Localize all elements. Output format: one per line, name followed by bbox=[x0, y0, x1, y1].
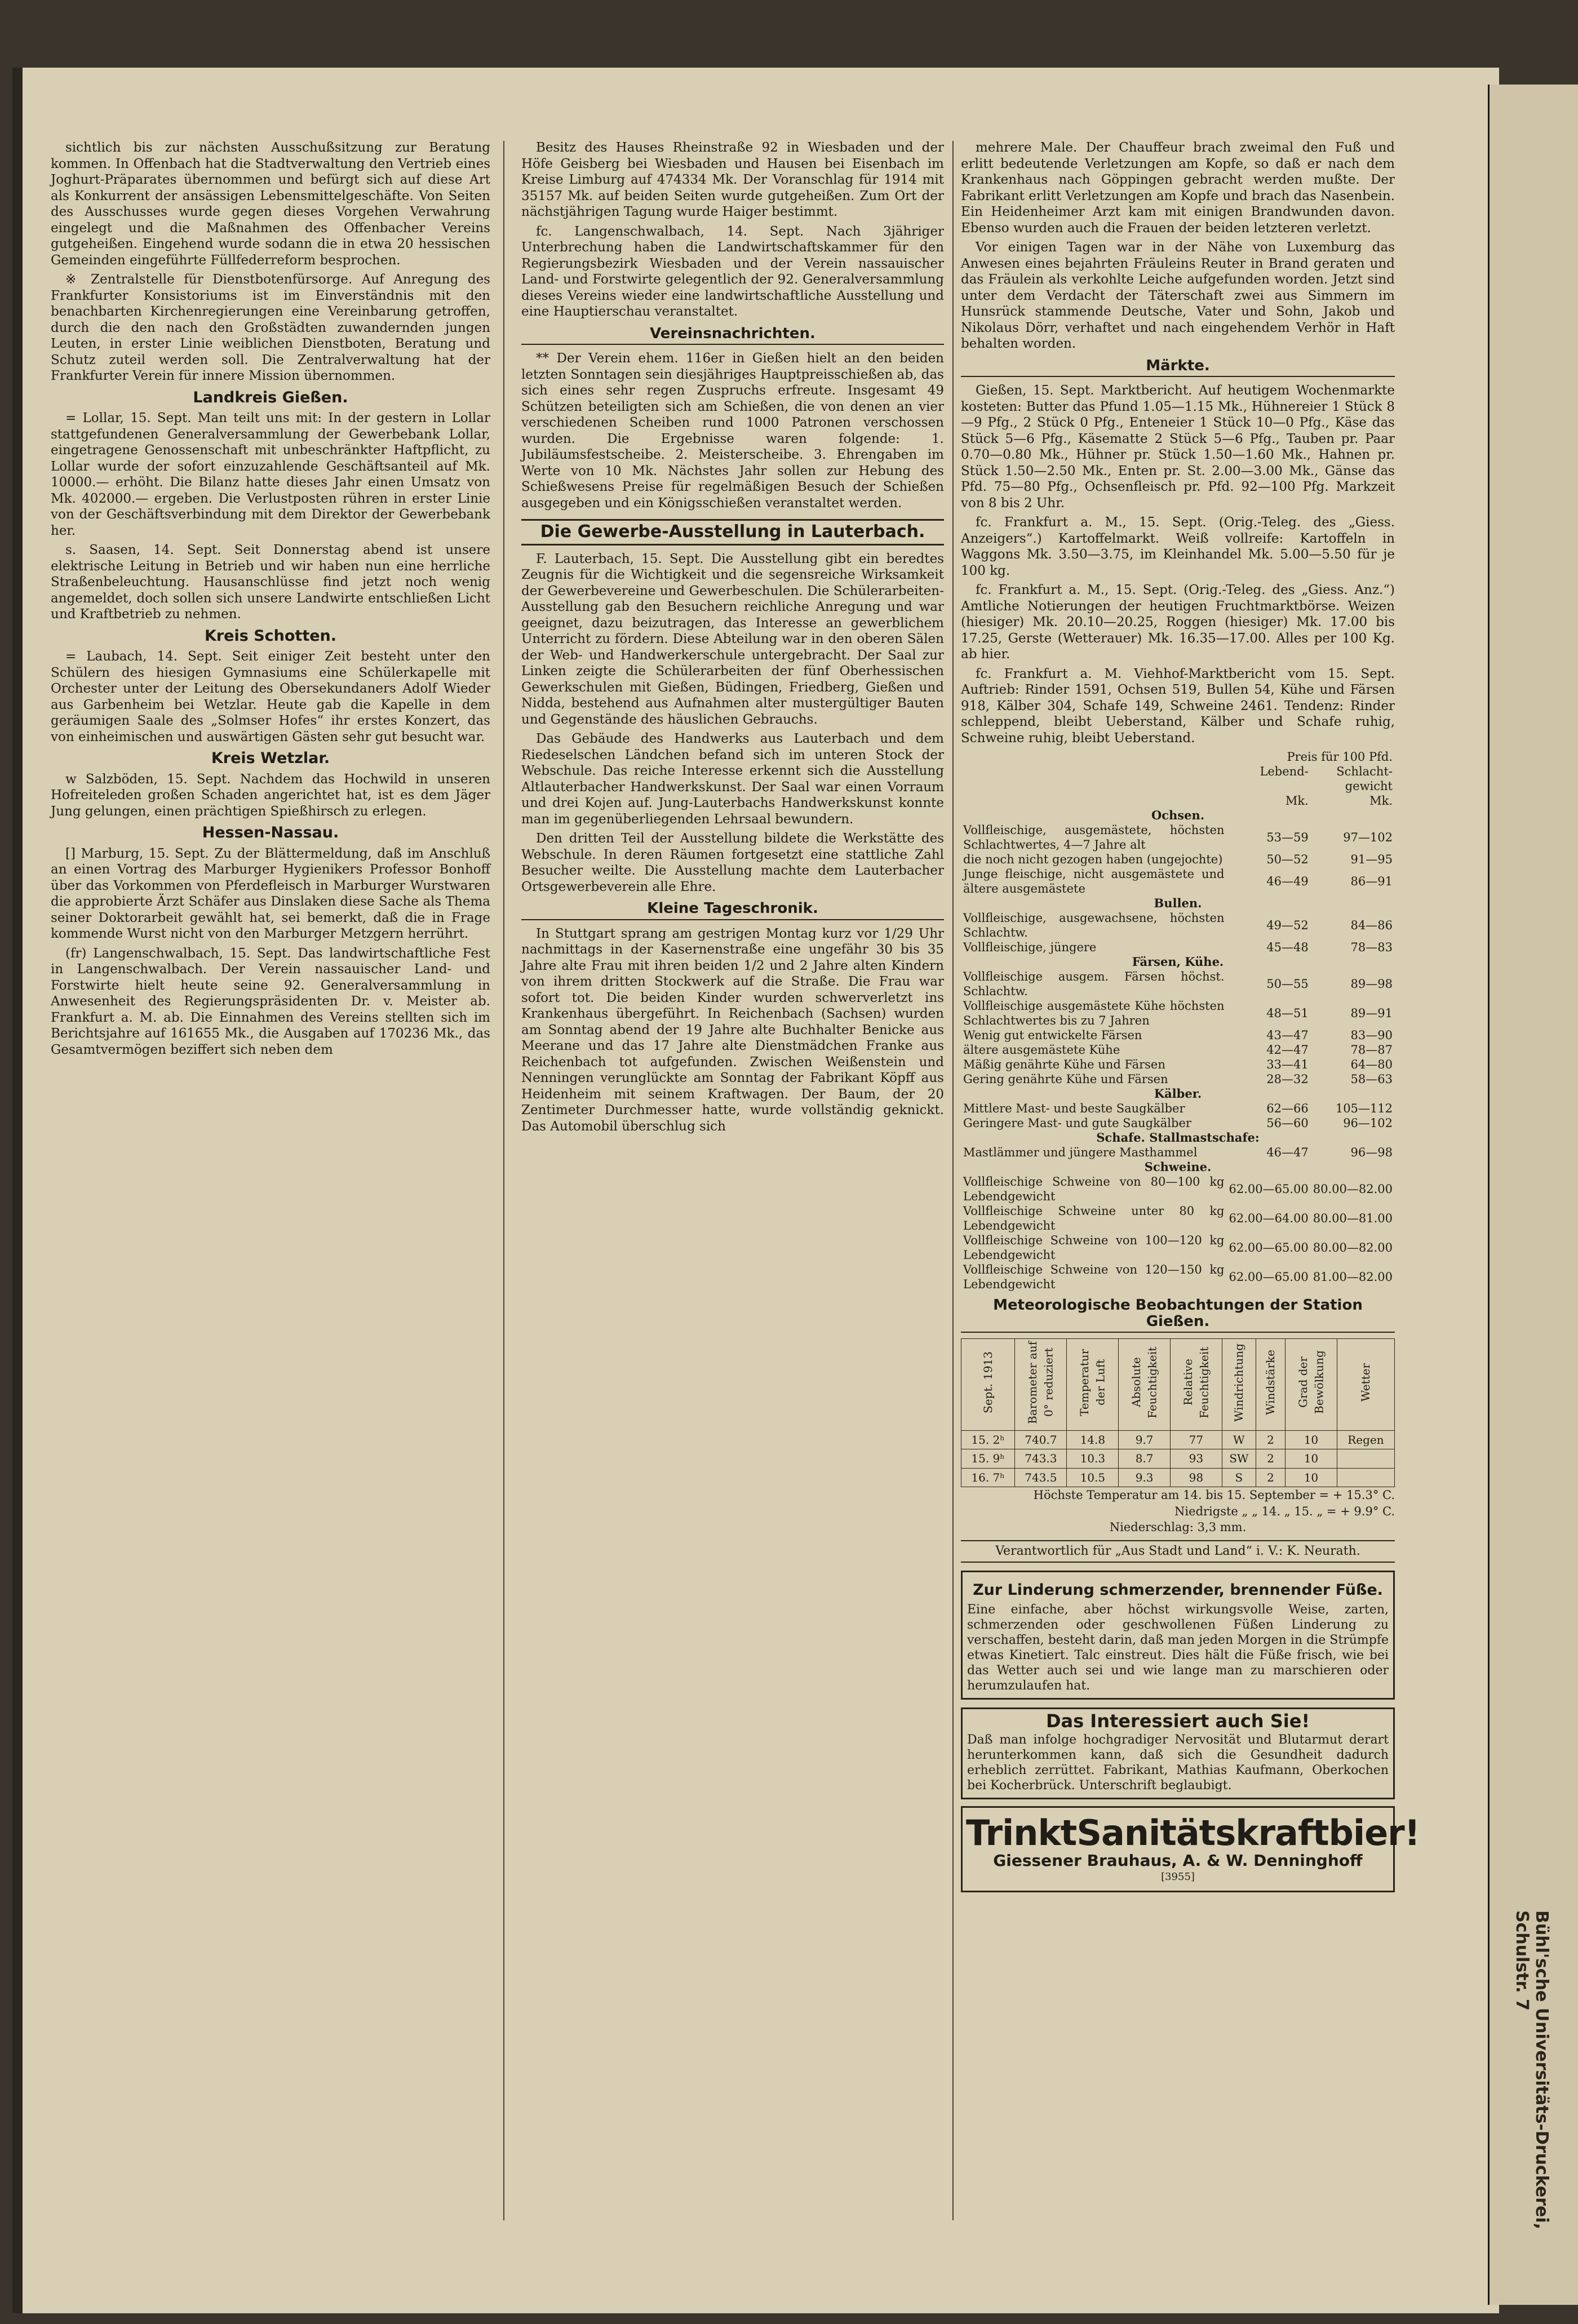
price-value: 80.00—81.00 bbox=[1313, 1212, 1393, 1225]
article-paragraph: fc. Langenschwalbach, 14. Sept. Nach 3jähriger Unterbrechung haben die Landwirtschaftskammer für den Regierungsbezirk Wiesbaden und der Verein nassauischer Land- und Forstwirte gelegentlich der 92. Generalversammlung dieses Vereins wieder eine landwirtschaftliche Ausstellung und eine Hauptierschau veranstaltet. bbox=[521, 224, 944, 319]
weather-row bbox=[961, 1430, 1395, 1449]
price-value: 56—60 bbox=[1266, 1116, 1309, 1130]
weather-column-label: Absolute Feuchtigkeit bbox=[1129, 1346, 1159, 1418]
price-section-label: Färsen, Kühe. bbox=[1132, 955, 1224, 969]
price-value: 78—87 bbox=[1350, 1043, 1393, 1057]
article-paragraph: ※ Zentralstelle für Dienstbotenfürsorge. Auf Anregung des Frankfurter Konsistoriums ist im Einverständnis mit den benachbarten Kirchenregierungen eine Vereinbarung getroffen, durch die den nach den Großstädten zuwandernden jungen Leuten, in erster Linie weiblichen Dienstboten, Beratung und Schutz zuteil werden soll. Die Zentralverwaltung hat der Frankfurter Verein für innere Mission übernommen. bbox=[51, 272, 490, 383]
price-value: 46—47 bbox=[1266, 1146, 1309, 1159]
price-value: 58—63 bbox=[1350, 1072, 1393, 1086]
weather-cell bbox=[1337, 1449, 1394, 1469]
ad-text: Daß man infolge hochgradiger Nervosität und Blutarmut derart herunterkommen kann, daß sich die Gesundheit dadurch erheblich zerrüttet. Fabrikant, Mathias Kaufmann, Oberkochen bei Kocherbrück. Unterschrift beglaubigt. bbox=[967, 1733, 1389, 1793]
column-2 bbox=[521, 140, 944, 1138]
weather-column-header bbox=[1337, 1339, 1394, 1431]
price-value: 80.00—82.00 bbox=[1313, 1241, 1393, 1254]
price-value: 49—52 bbox=[1266, 919, 1309, 932]
price-section-label: Bullen. bbox=[1154, 896, 1202, 910]
price-row bbox=[961, 1101, 1395, 1116]
weather-column-label: Wetter bbox=[1359, 1363, 1373, 1402]
price-row bbox=[961, 1233, 1395, 1262]
weather-cell: S bbox=[1222, 1468, 1256, 1487]
weather-column-header bbox=[1170, 1339, 1222, 1431]
article-headline: Die Gewerbe-Ausstellung in Lauterbach. bbox=[521, 519, 944, 545]
weather-column-label: Sept. 1913 bbox=[981, 1351, 995, 1413]
market-report: fc. Frankfurt a. M., 15. Sept. (Orig.-Teleg. des „Giess. Anzeigers“.) Kartoffelmarkt. Weiß vollreife: Kartoffeln in Waggons Mk. 3.50—3.75, im Kleinhandel Mk. 5.00—5.50 für je 100 kg. bbox=[961, 515, 1395, 578]
column-rule bbox=[503, 141, 504, 2220]
weather-note: Niedrigste „ „ 14. „ 15. „ = + 9.9° C. bbox=[1174, 1504, 1395, 1518]
price-value: 84—86 bbox=[1350, 919, 1393, 932]
weather-cell: Regen bbox=[1337, 1430, 1394, 1449]
price-value: 48—51 bbox=[1266, 1006, 1309, 1020]
section-heading: Kreis Schotten. bbox=[204, 627, 337, 645]
weather-table-header bbox=[961, 1339, 1395, 1431]
weather-cell: 9.7 bbox=[1119, 1430, 1171, 1449]
price-section-label: Kälber. bbox=[1154, 1086, 1202, 1101]
weather-cell: 743.5 bbox=[1015, 1468, 1067, 1487]
price-label: Vollfleischige, ausgewachsene, höchsten Schlachtw. bbox=[963, 911, 1225, 939]
printer-imprint: Bühl'sche Universitäts-Druckerei, Schulstr. 7 bbox=[1512, 1910, 1552, 2230]
weather-column-header bbox=[1222, 1339, 1256, 1431]
price-row bbox=[961, 911, 1395, 940]
market-report: fc. Frankfurt a. M., 15. Sept. (Orig.-Teleg. des „Giess. Anz.“) Amtliche Notierungen der heutigen Fruchtmarktbörse. Weizen (hiesiger) Mk. 20.10—20.25, Roggen (hiesiger) Mk. 17.00 bis 17.25, Gerste (Wetterauer) Mk. 16.35—17.00. Alles per 100 Kg. ab hier. bbox=[961, 583, 1395, 662]
ad-brewery-name: Giessener Brauhaus, A. & W. Denninghoff bbox=[993, 1851, 1363, 1870]
price-row bbox=[961, 1116, 1395, 1130]
article-paragraph: ** Der Verein ehem. 116er in Gießen hielt an den beiden letzten Sonntagen sein diesjähriges Hauptpreisschießen ab, das sich eines sehr regen Zuspruchs erfreute. Insgesamt 49 Schützen beteiligten sich am Schießen, die von denen an vier verschiedenen Scheiben rund 1000 Patronen verschossen wurden. Die Ergebnisse waren folgende: 1. Jubiläumsfestscheibe. 2. Meisterscheibe. 3. Ehrengaben im Werte von 10 Mk. Nächstes Jahr sollen zur Hebung des Schießwesens Preise für regelmäßigen Besuch der Schießen ausgegeben und ein Königsschießen veranstaltet werden. bbox=[521, 351, 944, 511]
price-value: 96—98 bbox=[1350, 1146, 1393, 1159]
price-section-label: Schafe. Stallmastschafe: bbox=[1096, 1130, 1260, 1145]
price-section-label: Schweine. bbox=[1144, 1160, 1212, 1174]
price-row bbox=[961, 1057, 1395, 1072]
section-heading: Vereinsnachrichten. bbox=[521, 326, 944, 345]
weather-column-label: Windstärke bbox=[1264, 1349, 1278, 1416]
price-label: Vollfleischige ausgem. Färsen höchst. Schlachtw. bbox=[963, 970, 1225, 998]
price-header: Mk. bbox=[1369, 794, 1393, 808]
weather-cell: 15. 2ʰ bbox=[961, 1430, 1015, 1449]
price-row bbox=[961, 852, 1395, 867]
weather-cell: 743.3 bbox=[1015, 1449, 1067, 1469]
price-label: Mäßig genährte Kühe und Färsen bbox=[963, 1058, 1165, 1071]
price-label: Gering genährte Kühe und Färsen bbox=[963, 1072, 1168, 1086]
weather-column-header bbox=[1256, 1339, 1285, 1431]
adjacent-page-edge bbox=[1488, 85, 1578, 2305]
price-label: Vollfleischige, ausgemästete, höchsten Schlachtwertes, 4—7 Jahre alt bbox=[963, 823, 1225, 851]
ad-title: Zur Linderung schmerzender, brennender Füße. bbox=[973, 1581, 1383, 1599]
price-value: 50—52 bbox=[1266, 853, 1309, 866]
price-value: 33—41 bbox=[1266, 1058, 1309, 1071]
price-value: 50—55 bbox=[1266, 977, 1309, 991]
weather-cell: W bbox=[1222, 1430, 1256, 1449]
weather-note: Höchste Temperatur am 14. bis 15. September = + 15.3° C. bbox=[1033, 1488, 1395, 1502]
price-header: gewicht bbox=[1345, 779, 1393, 793]
price-row bbox=[961, 823, 1395, 852]
weather-cell: 10.3 bbox=[1067, 1449, 1119, 1469]
price-value: 97—102 bbox=[1343, 831, 1393, 844]
weather-column-label: Relative Feuchtigkeit bbox=[1181, 1346, 1211, 1418]
price-label: Vollfleischige ausgemästete Kühe höchsten Schlachtwertes bis zu 7 Jahren bbox=[963, 999, 1225, 1027]
weather-column-header bbox=[1015, 1339, 1067, 1431]
weather-cell: 2 bbox=[1256, 1430, 1285, 1449]
price-value: 46—49 bbox=[1266, 875, 1309, 888]
market-report: Gießen, 15. Sept. Marktbericht. Auf heutigem Wochenmarkte kosteten: Butter das Pfund 1.05—1.15 Mk., Hühnereier 1 Stück 8—9 Pfg., 2 Stück 0 Pfg., Enteneier 1 Stück 10—0 Pfg., Käse das Stück 5—6 Pfg., Käsematte 2 Stück 5—6 Pfg., Tauben pr. Paar 0.70—0.80 Mk., Hühner pr. Stück 1.50—1.60 Mk., Hahnen pr. Stück 1.50—2.50 Mk., Enten pr. St. 2.00—3.00 Mk., Gänse das Pfd. 75—80 Pfg., Ochsenfleisch pr. Pfd. 92—100 Pfg. Markzeit von 8 bis 2 Uhr. bbox=[961, 383, 1395, 511]
price-label: Vollfleischige, jüngere bbox=[963, 941, 1097, 954]
weather-cell: 9.3 bbox=[1119, 1468, 1171, 1487]
price-row bbox=[961, 1043, 1395, 1057]
article-paragraph: = Lollar, 15. Sept. Man teilt uns mit: In der gestern in Lollar stattgefundenen Generalversammlung der Gewerbebank Lollar, eingetragene Genossenschaft mit unbeschränkter Haftpflicht, zu Lollar wurde der sofort einzuzahlende Geschäftsanteil auf Mk. 10000.— erhöht. Die Bilanz hatte dieses Jahr einen Umsatz von Mk. 402000.— ergeben. Die Verlustposten rühren in erster Linie von der Geschäftsverbindung mit dem Direktor der Gewerbebank her. bbox=[51, 411, 490, 538]
price-label: Mastlämmer und jüngere Masthammel bbox=[963, 1146, 1198, 1159]
price-header: Schlacht- bbox=[1336, 765, 1393, 778]
price-section-row bbox=[961, 955, 1395, 969]
price-label: Geringere Mast- und gute Saugkälber bbox=[963, 1116, 1191, 1130]
price-header: Mk. bbox=[1285, 794, 1309, 808]
article-paragraph: [] Marburg, 15. Sept. Zu der Blättermeldung, daß im Anschluß an einen Vortrag des Marburger Hygienikers Professor Bonhoff über das Vorkommen von Pferdefleisch in Marburger Wurstwaren die approbierte Ärzt Schäfer aus Dinslaken diese Sache als Thema seiner Doktorarbeit gewählt hat, sei bemerkt, daß die in Frage kommende Wurst nicht von den Marburger Metzgern herrührt. bbox=[51, 846, 490, 941]
section-heading: Kreis Wetzlar. bbox=[211, 749, 330, 767]
price-section-row bbox=[961, 1160, 1395, 1174]
price-section-row bbox=[961, 896, 1395, 911]
weather-table-body bbox=[961, 1430, 1395, 1487]
column-1 bbox=[51, 140, 490, 1061]
section-heading: Kleine Tageschronik. bbox=[521, 901, 944, 920]
weather-cell: 10 bbox=[1286, 1468, 1337, 1487]
brewery-advertisement bbox=[961, 1806, 1420, 1892]
price-label: Vollfleischige Schweine von 120—150 kg Lebendgewicht bbox=[963, 1263, 1225, 1291]
price-row bbox=[961, 1028, 1395, 1043]
price-value: 45—48 bbox=[1266, 941, 1309, 954]
article-paragraph: Das Gebäude des Handwerks aus Lauterbach und dem Riedeselschen Ländchen befand sich im unteren Stock der Webschule. Das reiche Interesse erkennt sich die Ausstellung Altlauterbacher Handwerkskunst. Der Saal war einen Vorraum und drei Kojen auf. Jung-Lauterbachs Handwerkskunst konnte man im gegenüberliegenden Lehrsaal bewundern. bbox=[521, 731, 944, 827]
price-value: 89—91 bbox=[1350, 1006, 1393, 1020]
price-row bbox=[961, 1145, 1395, 1160]
weather-cell: SW bbox=[1222, 1449, 1256, 1469]
price-section-row bbox=[961, 1086, 1395, 1101]
price-label: Vollfleischige Schweine von 100—120 kg Lebendgewicht bbox=[963, 1234, 1225, 1262]
weather-column-header bbox=[1067, 1339, 1119, 1431]
weather-cell: 10 bbox=[1286, 1430, 1337, 1449]
price-value: 105—112 bbox=[1335, 1102, 1393, 1115]
price-row bbox=[961, 1204, 1395, 1233]
weather-cell: 15. 9ʰ bbox=[961, 1449, 1015, 1469]
price-value: 62.00—65.00 bbox=[1229, 1270, 1309, 1284]
price-value: 80.00—82.00 bbox=[1313, 1182, 1393, 1196]
price-row bbox=[961, 867, 1395, 896]
column-rule bbox=[952, 141, 954, 2220]
price-label: Junge fleischige, nicht ausgemästete und ältere ausgemästete bbox=[963, 867, 1225, 895]
price-label: die noch nicht gezogen haben (ungejochte) bbox=[963, 853, 1223, 866]
price-value: 62—66 bbox=[1266, 1102, 1309, 1115]
article-paragraph: = Laubach, 14. Sept. Seit einiger Zeit besteht unter den Schülern des hiesigen Gymnasiums eine Schülerkapelle mit Orchester unter der Leitung des Obersekundaners Adolf Wieder aus Garbenheim bei Wetzlar. Heute gab die Kapelle in dem geräumigen Saale des „Solmser Hofes“ ihr erstes Konzert, das von einheimischen und auswärtigen Gästen sehr gut besucht war. bbox=[51, 649, 490, 744]
article-paragraph: Vor einigen Tagen war in der Nähe von Luxemburg das Anwesen eines bejahrten Fräuleins Reuter in Brand geraten und das Fräulein als verkohlte Leiche aufgefunden worden. Jetzt sind unter dem Verdacht der Täterschaft zwei aus Simmern im Hunsrück stammende Deutsche, Vater und Sohn, Jakob und Nikolaus Dörr, verhaftet und nach eingehendem Verhör in Haft behalten worden. bbox=[961, 240, 1395, 351]
price-section-label: Ochsen. bbox=[1151, 808, 1205, 822]
ad-title: Das Interessiert auch Sie! bbox=[1045, 1710, 1310, 1732]
price-value: 43—47 bbox=[1266, 1028, 1309, 1042]
price-section-row bbox=[961, 1130, 1395, 1145]
price-value: 42—47 bbox=[1266, 1043, 1309, 1057]
weather-cell: 16. 7ʰ bbox=[961, 1468, 1015, 1487]
section-heading: Märkte. bbox=[961, 358, 1395, 378]
weather-cell bbox=[1337, 1468, 1394, 1487]
article-paragraph: w Salzböden, 15. Sept. Nachdem das Hochwild in unseren Hofreiteleden großen Schaden angerichtet hat, ist es dem Jäger Jung gelungen, einen prächtigen Spießhirsch zu erlegen. bbox=[51, 771, 490, 819]
price-value: 53—59 bbox=[1266, 831, 1309, 844]
price-header: Lebend- bbox=[1260, 765, 1309, 778]
price-value: 64—80 bbox=[1350, 1058, 1393, 1071]
weather-table bbox=[961, 1338, 1395, 1487]
editor-credit: Verantwortlich für „Aus Stadt und Land“ i. V.: K. Neurath. bbox=[961, 1540, 1395, 1563]
weather-column-label: Temperatur der Luft bbox=[1078, 1349, 1107, 1416]
livestock-price-table bbox=[961, 749, 1395, 1292]
price-table-body bbox=[961, 808, 1395, 1292]
weather-cell: 2 bbox=[1256, 1449, 1285, 1469]
price-value: 62.00—64.00 bbox=[1229, 1212, 1309, 1225]
price-row bbox=[961, 969, 1395, 999]
ad-number: [3955] bbox=[1161, 1870, 1195, 1883]
article-paragraph: In Stuttgart sprang am gestrigen Montag kurz vor 1/29 Uhr nachmittags in der Kasernenstraße eine ungefähr 30 bis 35 Jahre alte Frau mit ihren beiden 1/2 und 2 Jahre alten Kindern von ihrem dritten Stockwerk auf die Straße. Die Frau war sofort tot. Die beiden Kinder wurden schwerverletzt ins Krankenhaus übergeführt. In Reichenbach (Sachsen) wurden am Sonntag abend der 19 Jahre alte Buchhalter Benicke aus Meerane und das 17 Jahre alte Dienstmädchen Franke aus Reichenbach tot aufgefunden. Zwischen Weißenstein und Nenningen verunglückte am Sonntag der Fabrikant Köpff aus Heidenheim mit seinem Kraftwagen. Der Baum, der 20 Zentimeter Durchmesser hatte, wurde vollständig geknickt. Das Automobil überschlug sich bbox=[521, 926, 944, 1134]
weather-note: Niederschlag: 3,3 mm. bbox=[1109, 1520, 1247, 1534]
weather-cell: 98 bbox=[1170, 1468, 1222, 1487]
price-label: Wenig gut entwickelte Färsen bbox=[963, 1028, 1142, 1042]
weather-cell: 77 bbox=[1170, 1430, 1222, 1449]
price-value: 81.00—82.00 bbox=[1313, 1270, 1393, 1284]
price-value: 96—102 bbox=[1343, 1116, 1393, 1130]
price-value: 89—98 bbox=[1350, 977, 1393, 991]
weather-cell: 8.7 bbox=[1119, 1449, 1171, 1469]
article-paragraph: Besitz des Hauses Rheinstraße 92 in Wiesbaden und der Höfe Geisberg bei Wiesbaden und Hausen bei Eisenbach im Kreise Limburg auf 474334 Mk. Der Voranschlag für 1914 mit 35157 Mk. auf beiden Seiten wurde gutgeheißen. Zum Ort der nächstjährigen Tagung wurde Haiger bestimmt. bbox=[521, 140, 944, 219]
advertisement bbox=[961, 1707, 1395, 1799]
section-heading: Hessen-Nassau. bbox=[202, 824, 339, 841]
price-value: 28—32 bbox=[1266, 1072, 1309, 1086]
weather-cell: 14.8 bbox=[1067, 1430, 1119, 1449]
price-value: 62.00—65.00 bbox=[1229, 1241, 1309, 1254]
section-heading: Landkreis Gießen. bbox=[193, 388, 348, 406]
weather-cell: 93 bbox=[1170, 1449, 1222, 1469]
price-value: 91—95 bbox=[1350, 853, 1393, 866]
article-paragraph: (fr) Langenschwalbach, 15. Sept. Das landwirtschaftliche Fest in Langenschwalbach. Der Verein nassauischer Land- und Forstwirte hielt heute seine 92. Generalversammlung in Anwesenheit des Regierungspräsidenten Dr. v. Meister ab. Frankfurt a. M. ab. Die Einnahmen des Vereins stellten sich im Berichtsjahre auf 161655 Mk., die Ausgaben auf 170236 Mk., das Gesamtvermögen beziffert sich neben dem bbox=[51, 946, 490, 1057]
market-report: fc. Frankfurt a. M. Viehhof-Marktbericht vom 15. Sept. Auftrieb: Rinder 1591, Ochsen 519, Bullen 54, Kühe und Färsen 918, Kälber 304, Schafe 149, Schweine 2461. Tendenz: Rinder schleppend, bleibt Ueberstand, Kälber und Schafe ruhig, Schweine ruhig, bleibt Ueberstand. bbox=[961, 666, 1395, 746]
weather-row bbox=[961, 1468, 1395, 1487]
price-row bbox=[961, 1262, 1395, 1292]
weather-cell: 2 bbox=[1256, 1468, 1285, 1487]
weather-column-label: Windrichtung bbox=[1232, 1343, 1246, 1422]
article-paragraph: sichtlich bis zur nächsten Ausschußsitzung zur Beratung kommen. In Offenbach hat die Stadtverwaltung den Vertrieb eines Joghurt-Präparates übernommen und befürgt sich auf diese Art als Konkurrent der ansässigen Lebensmittelgeschäfte. Von Seiten des Ausschusses wurde gegen dieses Vorgehen Verwahrung eingelegt und die Maßnahmen des Offenbacher Vereins gutgeheißen. Eingehend wurde sodann die in etwa 20 hessischen Gemeinden eingeführte Füllfederreform besprochen. bbox=[51, 140, 490, 268]
price-row bbox=[961, 1072, 1395, 1086]
article-paragraph: mehrere Male. Der Chauffeur brach zweimal den Fuß und erlitt bedeutende Verletzungen am Kopfe, so daß er nach dem Krankenhaus nach Göppingen gebracht werden mußte. Der Fabrikant erlitt Verletzungen am Kopfe und brach das Nasenbein. Ein Heidenheimer Arzt kam mit einigen Brandwunden davon. Ebenso wurden auch die Frauen der beiden letzteren verletzt. bbox=[961, 140, 1395, 236]
price-row bbox=[961, 1174, 1395, 1204]
weather-column-header bbox=[961, 1339, 1015, 1431]
weather-cell: 740.7 bbox=[1015, 1430, 1067, 1449]
ad-headline: TrinktSanitätskraftbier! bbox=[966, 1812, 1420, 1853]
article-paragraph: s. Saasen, 14. Sept. Seit Donnerstag abend ist unsere elektrische Leitung in Betrieb und wir haben nun eine herrliche Straßenbeleuchtung. Hausanschlüsse find jetzt noch wenig angemeldet, doch sollen sich unsere Landwirte entschließen Licht und Kraftbetrieb zu nehmen. bbox=[51, 543, 490, 622]
section-heading: Meteorologische Beobachtungen der Station Gießen. bbox=[961, 1297, 1395, 1333]
price-label: Mittlere Mast- und beste Saugkälber bbox=[963, 1102, 1185, 1115]
weather-cell: 10.5 bbox=[1067, 1468, 1119, 1487]
price-value: 62.00—65.00 bbox=[1229, 1182, 1309, 1196]
weather-column-header bbox=[1119, 1339, 1171, 1431]
weather-cell: 10 bbox=[1286, 1449, 1337, 1469]
price-label: Vollfleischige Schweine von 80—100 kg Lebendgewicht bbox=[963, 1175, 1225, 1203]
price-value: 83—90 bbox=[1350, 1028, 1393, 1042]
article-paragraph: F. Lauterbach, 15. Sept. Die Ausstellung gibt ein beredtes Zeugnis für die Wichtigkeit und die segensreiche Wirksamkeit der Gewerbevereine und Gewerbeschulen. Die Schülerarbeiten-Ausstellung gab den Besuchern reichliche Anregung und war geeignet, dazu beizutragen, das Interesse an gewerblichem Unterricht zu fördern. Diese Abteilung war in den oberen Sälen der Web- und Handwerkerschule untergebracht. Der Saal zur Linken zeigte die Schülerarbeiten der fünf Oberhessischen Gewerkschulen mit Gießen, Büdingen, Friedberg, Gießen und Nidda, bestehend aus Aufnahmen alter mustergültiger Bauten und Gegenstände des häuslichen Gebrauchs. bbox=[521, 551, 944, 727]
column-3 bbox=[961, 140, 1420, 1892]
price-section-row bbox=[961, 808, 1395, 823]
weather-column-label: Grad der Bewölkung bbox=[1296, 1350, 1326, 1414]
ad-text: Eine einfache, aber höchst wirkungsvolle Weise, zarten, schmerzenden oder geschwollenen Füßen Linderung zu verschaffen, besteht darin, daß man jeden Morgen in die Strümpfe etwas Kinetiert. Talc einstreut. Dies hält die Füße frisch, wie bei das Wetter auch sei und wie lange man zu marschieren oder herumzulaufen hat. bbox=[967, 1603, 1389, 1693]
price-label: Vollfleischige Schweine unter 80 kg Lebendgewicht bbox=[963, 1204, 1225, 1232]
price-value: 86—91 bbox=[1350, 875, 1393, 888]
weather-column-label: Barometer auf 0° reduziert bbox=[1026, 1341, 1056, 1424]
advertisement bbox=[961, 1571, 1395, 1700]
price-row bbox=[961, 940, 1395, 955]
weather-row bbox=[961, 1449, 1395, 1469]
price-value: 78—83 bbox=[1350, 941, 1393, 954]
price-header: Preis für 100 Pfd. bbox=[1287, 750, 1393, 764]
price-label: ältere ausgemästete Kühe bbox=[963, 1043, 1120, 1057]
weather-column-header bbox=[1286, 1339, 1337, 1431]
article-paragraph: Den dritten Teil der Ausstellung bildete die Werkstätte des Webschule. In deren Räumen fortgesetzt eine stattliche Zahl Besucher weilte. Die Ausstellung machte dem Lauterbacher Ortsgewerbeverein alle Ehre. bbox=[521, 831, 944, 894]
price-row bbox=[961, 999, 1395, 1028]
